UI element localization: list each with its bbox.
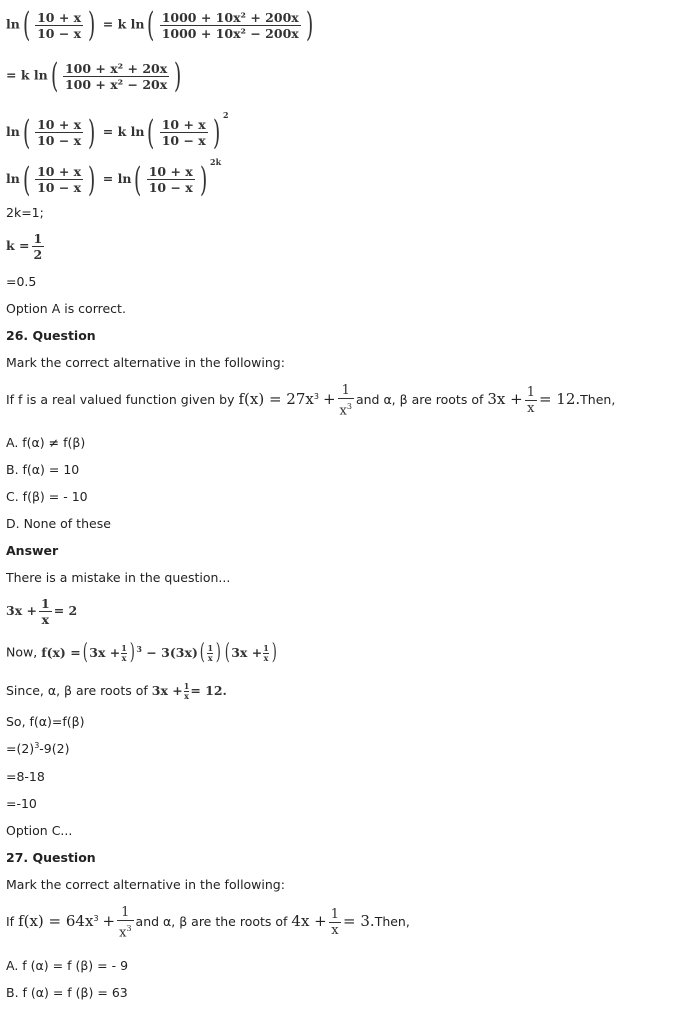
fraction: $\frac{\text{100 + x² + 20x}}{\text{100 + x² − 20x}}$: [64, 60, 168, 92]
question-27-heading: 27. Question: [6, 850, 96, 865]
fx-expression: f(x) = 64x: [18, 912, 94, 931]
stem-text: Then,: [580, 392, 616, 408]
fraction: $\frac{1}{x^3}$: [339, 383, 352, 419]
stem-text: If f is a real valued function given by: [6, 392, 239, 408]
exponent: 3: [93, 914, 99, 924]
fraction: $\frac{\text{1000 + 10x² + 200x}}{\text{1000 + 10x² − 200x}}$: [161, 9, 299, 41]
exponent: 2k: [210, 157, 222, 167]
fraction: $\frac{1}{x}$: [526, 385, 535, 417]
option-b[interactable]: B. f(α) = 10: [6, 462, 80, 477]
fraction: $\frac{1}{x}$: [330, 907, 340, 939]
equation-text: 3x +: [487, 390, 523, 409]
text-point-five: =0.5: [6, 274, 37, 289]
stem-text: If: [6, 914, 19, 930]
ln-label: ln: [6, 124, 20, 139]
equals-ln: = ln: [102, 171, 132, 186]
equation-text: = 12.: [538, 390, 581, 409]
plus-sign: +: [102, 912, 116, 931]
fraction: $\frac{10 + x}{10 - x}$: [161, 117, 206, 148]
option-d[interactable]: D. None of these: [6, 516, 111, 531]
equation-ln-identity: ln( $\frac{10 + x}{10 - x}$ ) = k ln( $\frac{\text{1000 + 10x² + 200x}}{\text{1000 + 10x² − 200x}}$ ): [6, 5, 314, 45]
stem-text: Then,: [374, 914, 410, 930]
question-26-heading: 26. Question: [6, 328, 96, 343]
question-27-stem: [6, 905, 410, 940]
equation-squared: ln( $\frac{10 + x}{10 - x}$ ) = k ln( $\frac{10 + x}{10 - x}$ ) $^2$: [6, 110, 229, 153]
fraction: $\frac{1}{x}$: [40, 596, 50, 627]
fraction: $\frac{10 + x}{10 - x}$: [37, 117, 82, 148]
ln-label: ln: [6, 16, 20, 32]
text-2k-equals-1: 2k=1;: [6, 205, 44, 220]
equals-k-ln: = k ln: [6, 67, 48, 83]
equation-text: 4x +: [291, 912, 327, 931]
question-26-stem: [6, 383, 615, 418]
stem-text: and α, β are the roots of: [135, 914, 292, 930]
option-a[interactable]: A. f (α) = f (β) = - 9: [6, 958, 129, 973]
fraction: $\frac{1}{2}$: [33, 231, 43, 262]
mistake-note: There is a mistake in the question...: [6, 570, 231, 585]
option-c[interactable]: C. f(β) = - 10: [6, 489, 88, 504]
question-26-instruction: Mark the correct alternative in the following:: [6, 355, 285, 370]
exponent: 2: [223, 110, 229, 120]
exponent: 3: [313, 392, 319, 402]
equation-text: = 3.: [343, 912, 375, 931]
equals-k-ln: = k ln: [102, 124, 145, 139]
equation-k-half: [6, 231, 46, 262]
fx-expression: f(x) = 27x: [238, 390, 314, 409]
calc-line-3: =-10: [6, 796, 37, 811]
fraction: $\frac{10 + x}{10 - x}$: [37, 164, 82, 195]
answer-heading: Answer: [6, 543, 59, 558]
option-b[interactable]: B. f (α) = f (β) = 63: [6, 985, 128, 1000]
fraction: $\frac{10 + x}{10 - x}$: [37, 9, 82, 41]
text-option-a-correct: Option A is correct.: [6, 301, 126, 316]
now-label: Now,: [6, 644, 38, 660]
since-roots-text: Since, α, β are roots of 3x + $\frac{1}{x}$ = 12.: [6, 681, 227, 701]
equals-k-ln: = k ln: [102, 16, 145, 32]
ln-label: ln: [6, 171, 20, 186]
calc-line-2: =8-18: [6, 769, 45, 784]
question-27-instruction: Mark the correct alternative in the following:: [6, 877, 285, 892]
stem-text: and α, β are roots of: [355, 392, 488, 408]
now-expression: Now, f(x) =( 3x + $\frac{1}{x}$ ) $^3$ − 3(3x)( $\frac{1}{x}$ ) ( 3x + $\frac{1}{x}$ ): [6, 640, 277, 665]
calc-line-1: $=(2)^3-9(2)$: [6, 741, 70, 757]
fraction: $\frac{1}{x^3}$: [119, 905, 132, 941]
k-label: k =: [6, 238, 30, 253]
fraction: $\frac{10 + x}{10 - x}$: [148, 164, 193, 195]
equation-2k: ln( $\frac{10 + x}{10 - x}$ ) = ln( $\frac{10 + x}{10 - x}$ ) $^{2k}$: [6, 157, 222, 200]
option-a[interactable]: A. f(α) ≠ f(β): [6, 435, 86, 450]
equation-3x-plus-1-over-x-equals-2: 3x + $\frac{1}{x}$ = 2: [6, 596, 78, 627]
so-f-alpha-equals-f-beta: So, f(α)=f(β): [6, 714, 85, 729]
option-c-conclusion: Option C...: [6, 823, 73, 838]
plus-sign: +: [322, 390, 336, 409]
equation-k-ln: = k ln( $\frac{\text{100 + x² + 20x}}{\text{100 + x² − 20x}}$ ): [6, 56, 182, 96]
